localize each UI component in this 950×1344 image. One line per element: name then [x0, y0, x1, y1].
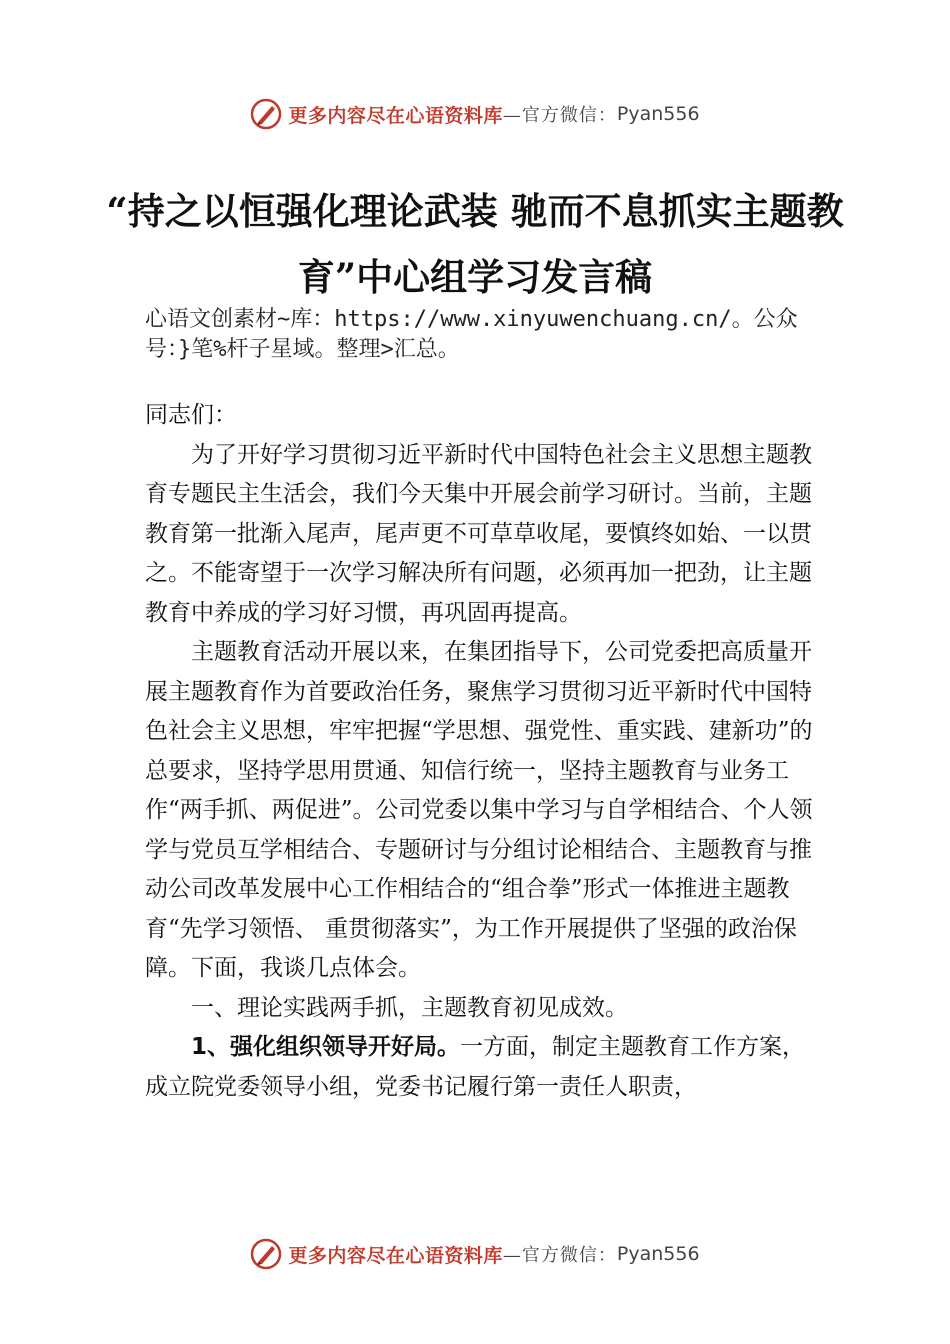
section-heading-1: 一、理论实践两手抓，主题教育初见成效。 [191, 994, 628, 1021]
banner-main-text: 更多内容尽在心语资料库 [288, 1244, 503, 1267]
source-note: 心语文创素材~库：https://www.xinyuwenchuang.cn/。公众号：}笔%杆子星域。整理>汇总。 [145, 307, 798, 362]
paragraph-3-text: 一方面，制定主题教育工作方案，成立院党委领导小组，党委书记履行第一责任人职责， [145, 1034, 806, 1100]
banner-wechat-id: Pyan556 [616, 103, 700, 125]
banner-sub-text: —官方微信： [502, 1245, 617, 1266]
document-body [145, 396, 815, 1107]
footer-banner [0, 1232, 950, 1276]
paragraph-3 [145, 1028, 815, 1107]
paragraph-1: 为了开好学习贯彻习近平新时代中国特色社会主义思想主题教育专题民主生活会，我们今天集中开展会前学习研讨。当前，主题教育第一批渐入尾声，尾声更不可草草收尾，要慎终如始、一以贯之。不能寄望于一次学习解决所有问题，必须再加一把劲，让主题教育中养成的学习好习惯，再巩固再提高。 [145, 441, 812, 626]
document-title: “持之以恒强化理论武装 驰而不息抓实主题教育”中心组学习发言稿 [106, 189, 844, 299]
header-banner [0, 92, 950, 136]
paragraph-3-lead: 1、强化组织领导开好局。 [191, 1034, 461, 1060]
banner-sub-text: —官方微信： [502, 105, 617, 126]
pen-logo-icon [250, 98, 282, 130]
salutation: 同志们： [145, 402, 237, 428]
pen-logo-icon [250, 1238, 282, 1270]
banner-wechat-id: Pyan556 [616, 1243, 700, 1265]
paragraph-2: 主题教育活动开展以来，在集团指导下，公司党委把高质量开展主题教育作为首要政治任务，聚焦学习贯彻习近平新时代中国特色社会主义思想，牢牢把握“学思想、强党性、重实践、建新功”的总要求，坚持学思用贯通、知信行统一，坚持主题教育与业务工作“两手抓、两促进”。公司党委以集中学习与自学相结合、个人领学与党员互学相结合、专题研讨与分组讨论相结合、主题教育与推动公司改革发展中心工作相结合的“组合拳”形式一体推进主题教育“先学习领悟、 重贯彻落实”，为工作开展提供了坚强的政治保障。下面，我谈几点体会。 [145, 639, 813, 981]
banner-main-text: 更多内容尽在心语资料库 [288, 104, 503, 127]
